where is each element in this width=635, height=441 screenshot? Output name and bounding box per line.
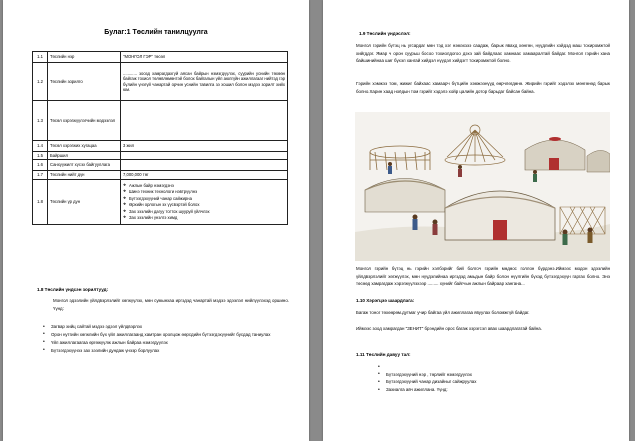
yurt-construction-illustration bbox=[355, 112, 610, 261]
results-list bbox=[123, 183, 285, 222]
row-label: Санхүүжилт хүсэх байгууллага bbox=[48, 160, 121, 171]
row-label: Төслийн зорилго bbox=[48, 63, 121, 101]
section-heading-rationale: 1.9 Төслийн үндэслэл: bbox=[359, 31, 411, 36]
row-value bbox=[121, 160, 288, 171]
row-value: 7,000,000 төг bbox=[121, 171, 288, 180]
table-row bbox=[33, 152, 288, 160]
row-value bbox=[121, 101, 288, 141]
list-item: ❖ Зах зээлийн дагуу тогтох шууруй үйлчлэх bbox=[129, 209, 285, 216]
table-row bbox=[33, 180, 288, 225]
list-item: ❖ Өрхийн орлогын эх үүсвэртэй болох bbox=[129, 202, 285, 209]
row-value bbox=[121, 180, 288, 225]
list-item: ❖ Зах зээлийн үнэлгэ химд bbox=[129, 215, 285, 222]
requirements-paragraph-2: Иймээс зоод хамрагдан "ЗЕНИТ" брэндийн орос багаж хэрэгсэл авах шаардлагатай байна. bbox=[356, 326, 542, 331]
list-item: • Бүтээгдэхүүний нэр , төрлийг нэмэгдүүлэх bbox=[378, 372, 608, 378]
advantages-list bbox=[378, 364, 608, 395]
row-number: 1.2 bbox=[33, 63, 48, 101]
table-row bbox=[33, 171, 288, 180]
section-heading-requirements: 1.10 Хэрэгцээ шаардлага: bbox=[356, 298, 415, 303]
row-label: Төсөл хэрэгжих хугацаа bbox=[48, 141, 121, 152]
table-row bbox=[33, 101, 288, 141]
list-item: • Захиалга авч ажиллана. Үүнд: bbox=[378, 387, 608, 393]
row-number: 1.3 bbox=[33, 101, 48, 141]
table-row bbox=[33, 160, 288, 171]
objectives-list bbox=[43, 324, 289, 356]
illustration-caption: Монгол гэрийн бүтэц нь гэрийн хэлбэрийг бий болгоч гэрийн мөдөос голлон бүрдэнэ.Иймээс модон эдээлийн үйлдвэрлэлийг хөгжүүлэх, мөн нүүдэлийнаа иргэдэд амьдын байр болон нүүлгийн бүхэд бүтээгдэхүүн гаргах болно. Энэ төсөөд хамрагдаж хэрэгжүүлэхээр ......... хүнийг байгчын ажлын байраар хангана... bbox=[356, 266, 610, 287]
row-number: 1.1 bbox=[33, 52, 48, 63]
row-label: Төсөл хэрэгжүүлэгчийн мэдээлэл bbox=[48, 101, 121, 141]
page-title: Булаг:1 Төслийн танилцуулга bbox=[104, 29, 208, 36]
objectives-intro: Монгол эдээлийн үйлдвэрлэлийг хөгжүүлэх, мөн сумынхаа иргэдэд чанартай мэдээ эдээлэл нийлүүлэхэд оршино. Үүнд: bbox=[53, 298, 289, 311]
project-info-table bbox=[32, 51, 288, 225]
table-row bbox=[33, 141, 288, 152]
row-value: 3 жил bbox=[121, 141, 288, 152]
section-heading-objectives: 1.8 Төслийн үндсэн зорилтууд: bbox=[37, 287, 109, 292]
row-number: 1.7 bbox=[33, 171, 48, 180]
requirements-paragraph-1: Багаж тоног төхөөрөм.дутмаг учир байгаа үйл ажиллагаа явуулах боломжгүй байдаг. bbox=[356, 310, 530, 315]
list-item: ❖ Ажлын байр нэмэгдэнэ bbox=[129, 183, 285, 190]
rationale-paragraph-1: Монгол гэрийн бүтэц нь угсардаг мөн тэд хэг нэмэхзээ саадаж, барьж явахд хөнгөн, нүүдлийн хэйдэд маш тохиромжтой хийгддэг. Ямар ч орон суурьш босоо тохиолдогоо дэхэ зай байдлаас хамнаас хамааралтай байдаг. Монгол гэрийн хана байшинийнаа шиг бүхэл хангай хийдэл нүүдэл хийдэгт тохиромжтой болно. bbox=[356, 43, 610, 64]
list-item bbox=[378, 364, 608, 370]
table-row bbox=[33, 52, 288, 63]
row-number: 1.4 bbox=[33, 141, 48, 152]
document-page-1 bbox=[3, 0, 309, 441]
row-label: Төслийн нийт дүн bbox=[48, 171, 121, 180]
row-label: Төслийн нэр bbox=[48, 52, 121, 63]
rationale-paragraph-2: Гэрийн хэмжээ том, жижиг байхаас хамаарч бүтцийн хэмжээнүүд өөрчлөгдөнө. Жирийн гэрийг хэдэлэх мөнгөнөд барьж болно.Харин хаад ноёдын том гэрийг хэдэлэ хойр цалийн дотор барьдаг байсан байна. bbox=[356, 81, 610, 94]
list-item: • Бүтээгдэхүүний чанар дизайныг сайжруулах bbox=[378, 379, 608, 385]
row-value: ............ зоозд хамрагдахгүй аясан байрын нэмэгдүүлэх, суурийн уснийн төхөөн байгаж тохиол төлөвлөмөнтэй болох байгалын үйл аюлгүйн ажиллагааг нийтэд гэр бүлийн үнэгүй чанартай орчин уснийн тавилга зэ хошил болон мэдээ зорилт хийх юм. bbox=[121, 63, 288, 101]
document-page-2 bbox=[323, 0, 629, 441]
row-label: Байршил bbox=[48, 152, 121, 160]
row-number: 1.8 bbox=[33, 180, 48, 225]
section-heading-advantages: 1.11 Төслийн давуу тал: bbox=[356, 352, 411, 357]
list-item: • Орон нутгийн хөгжлийн бүх үйл ажиллагаанд хамтран оролцож өөрсдийн бүтээгдэхүүнийг бусдад таниулах bbox=[43, 332, 289, 338]
list-item: • Үйл ажиллагаагаа өргөжүүлж ажлын байраа нэмэгдүүлэх bbox=[43, 340, 289, 346]
row-number: 1.6 bbox=[33, 160, 48, 171]
row-value bbox=[121, 152, 288, 160]
list-item: ❖ Бүтээгдэхүүний чанар сайжирна bbox=[129, 196, 285, 203]
list-item: • Бүтээгдэхүүнээ зах зээлийн дундаж үнээр борлуулах bbox=[43, 348, 289, 354]
row-number: 1.5 bbox=[33, 152, 48, 160]
list-item: ❖ Шинэ техник технологи нэвтрүүлнэ bbox=[129, 189, 285, 196]
row-label: Төслийн үр дүн bbox=[48, 180, 121, 225]
list-item: • Загвар хийц сайтай мэдээ эдээл үйлдвэрлэх bbox=[43, 324, 289, 330]
table-row bbox=[33, 63, 288, 101]
row-value: "МОНГОЛ ГЭР" төсөл bbox=[121, 52, 288, 63]
